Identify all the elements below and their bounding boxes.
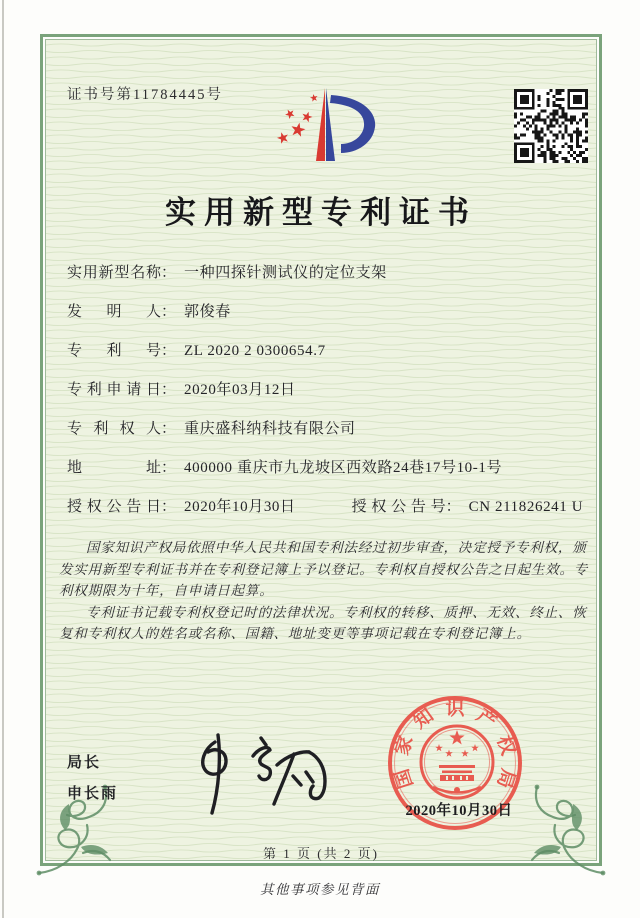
field-label: 专利号 (67, 343, 161, 359)
svg-text:产: 产 (472, 705, 501, 734)
svg-text:知: 知 (409, 705, 438, 734)
field-row-patentee: 专利权人： 重庆盛科纳科技有限公司 (67, 417, 585, 441)
field-row-utility-model-name: 实用新型名称： 一种四探针测试仪的定位支架 (67, 261, 585, 285)
field-row-grant-date: 授权公告日： 2020年10月30日 授权公告号： CN 211826241 U (67, 495, 585, 519)
commissioner-name: 申长雨 (67, 785, 119, 802)
certificate-number: 证书号第11784445号 (67, 87, 223, 103)
field-label: 专利申请日 (67, 382, 161, 398)
field-label: 发明人 (67, 304, 161, 320)
field-row-inventor: 发明人： 郭俊春 (67, 300, 585, 324)
legal-paragraph: 专利证书记载专利权登记时的法律状况。专利权的转移、质押、无效、终止、恢复和专利权人的姓名或名称、国籍、地址变更等事项记载在专利登记簿上。 (59, 604, 587, 642)
field-label-grant-number: 授权公告号 (351, 499, 446, 515)
field-label: 专利权人 (67, 421, 161, 437)
field-label: 授权公告日 (67, 499, 161, 515)
back-side-note: 其他事项参见背面 (260, 882, 380, 897)
field-value: 2020年03月12日 (184, 382, 296, 398)
field-label: 地址 (67, 460, 161, 476)
field-value: 400000 重庆市九龙坡区西效路24巷17号10-1号 (184, 460, 503, 476)
field-value: 重庆盛科纳科技有限公司 (184, 421, 356, 437)
cnipa-logo (265, 85, 391, 169)
svg-text:家: 家 (391, 733, 418, 758)
field-value: 一种四探针测试仪的定位支架 (184, 265, 387, 281)
svg-text:权: 权 (492, 733, 519, 758)
field-value-grant-number: CN 211826241 U (468, 499, 584, 515)
page-number: 第 1 页 (共 2 页) (263, 846, 379, 861)
field-row-filing-date: 专利申请日： 2020年03月12日 (67, 378, 585, 402)
logo-stars (277, 94, 318, 144)
field-value: 郭俊春 (184, 304, 231, 320)
legal-paragraph: 国家知识产权局依照中华人民共和国专利法经过初步审查，决定授予专利权，颁发实用新型专利证书并在专利登记簿上予以登记。专利权自授权公告之日起生效。专利权期限为十年，自申请日起算。 (59, 540, 589, 599)
commissioner-signature (173, 718, 358, 828)
certificate-fields (67, 261, 585, 534)
field-label: 实用新型名称 (67, 265, 161, 281)
commissioner-block (67, 747, 118, 809)
svg-text:国: 国 (391, 766, 418, 791)
svg-text:局: 局 (492, 766, 519, 791)
field-row-address: 地址： 400000 重庆市九龙坡区西效路24巷17号10-1号 (67, 456, 585, 480)
commissioner-title: 局长 (67, 754, 102, 771)
scan-edge-artifact (2, 0, 4, 918)
field-value: 2020年10月30日 (184, 499, 296, 515)
field-row-patent-number: 专利号： ZL 2020 2 0300654.7 (67, 339, 585, 363)
seal-date: 2020年10月30日 (405, 803, 513, 819)
certificate-border-frame (40, 34, 602, 866)
certificate-title: 实用新型专利证书 (165, 195, 477, 230)
legal-text (59, 537, 589, 645)
national-emblem (421, 726, 493, 798)
svg-text:识: 识 (445, 698, 465, 720)
qr-code (514, 89, 588, 163)
field-value: ZL 2020 2 0300654.7 (184, 343, 326, 359)
